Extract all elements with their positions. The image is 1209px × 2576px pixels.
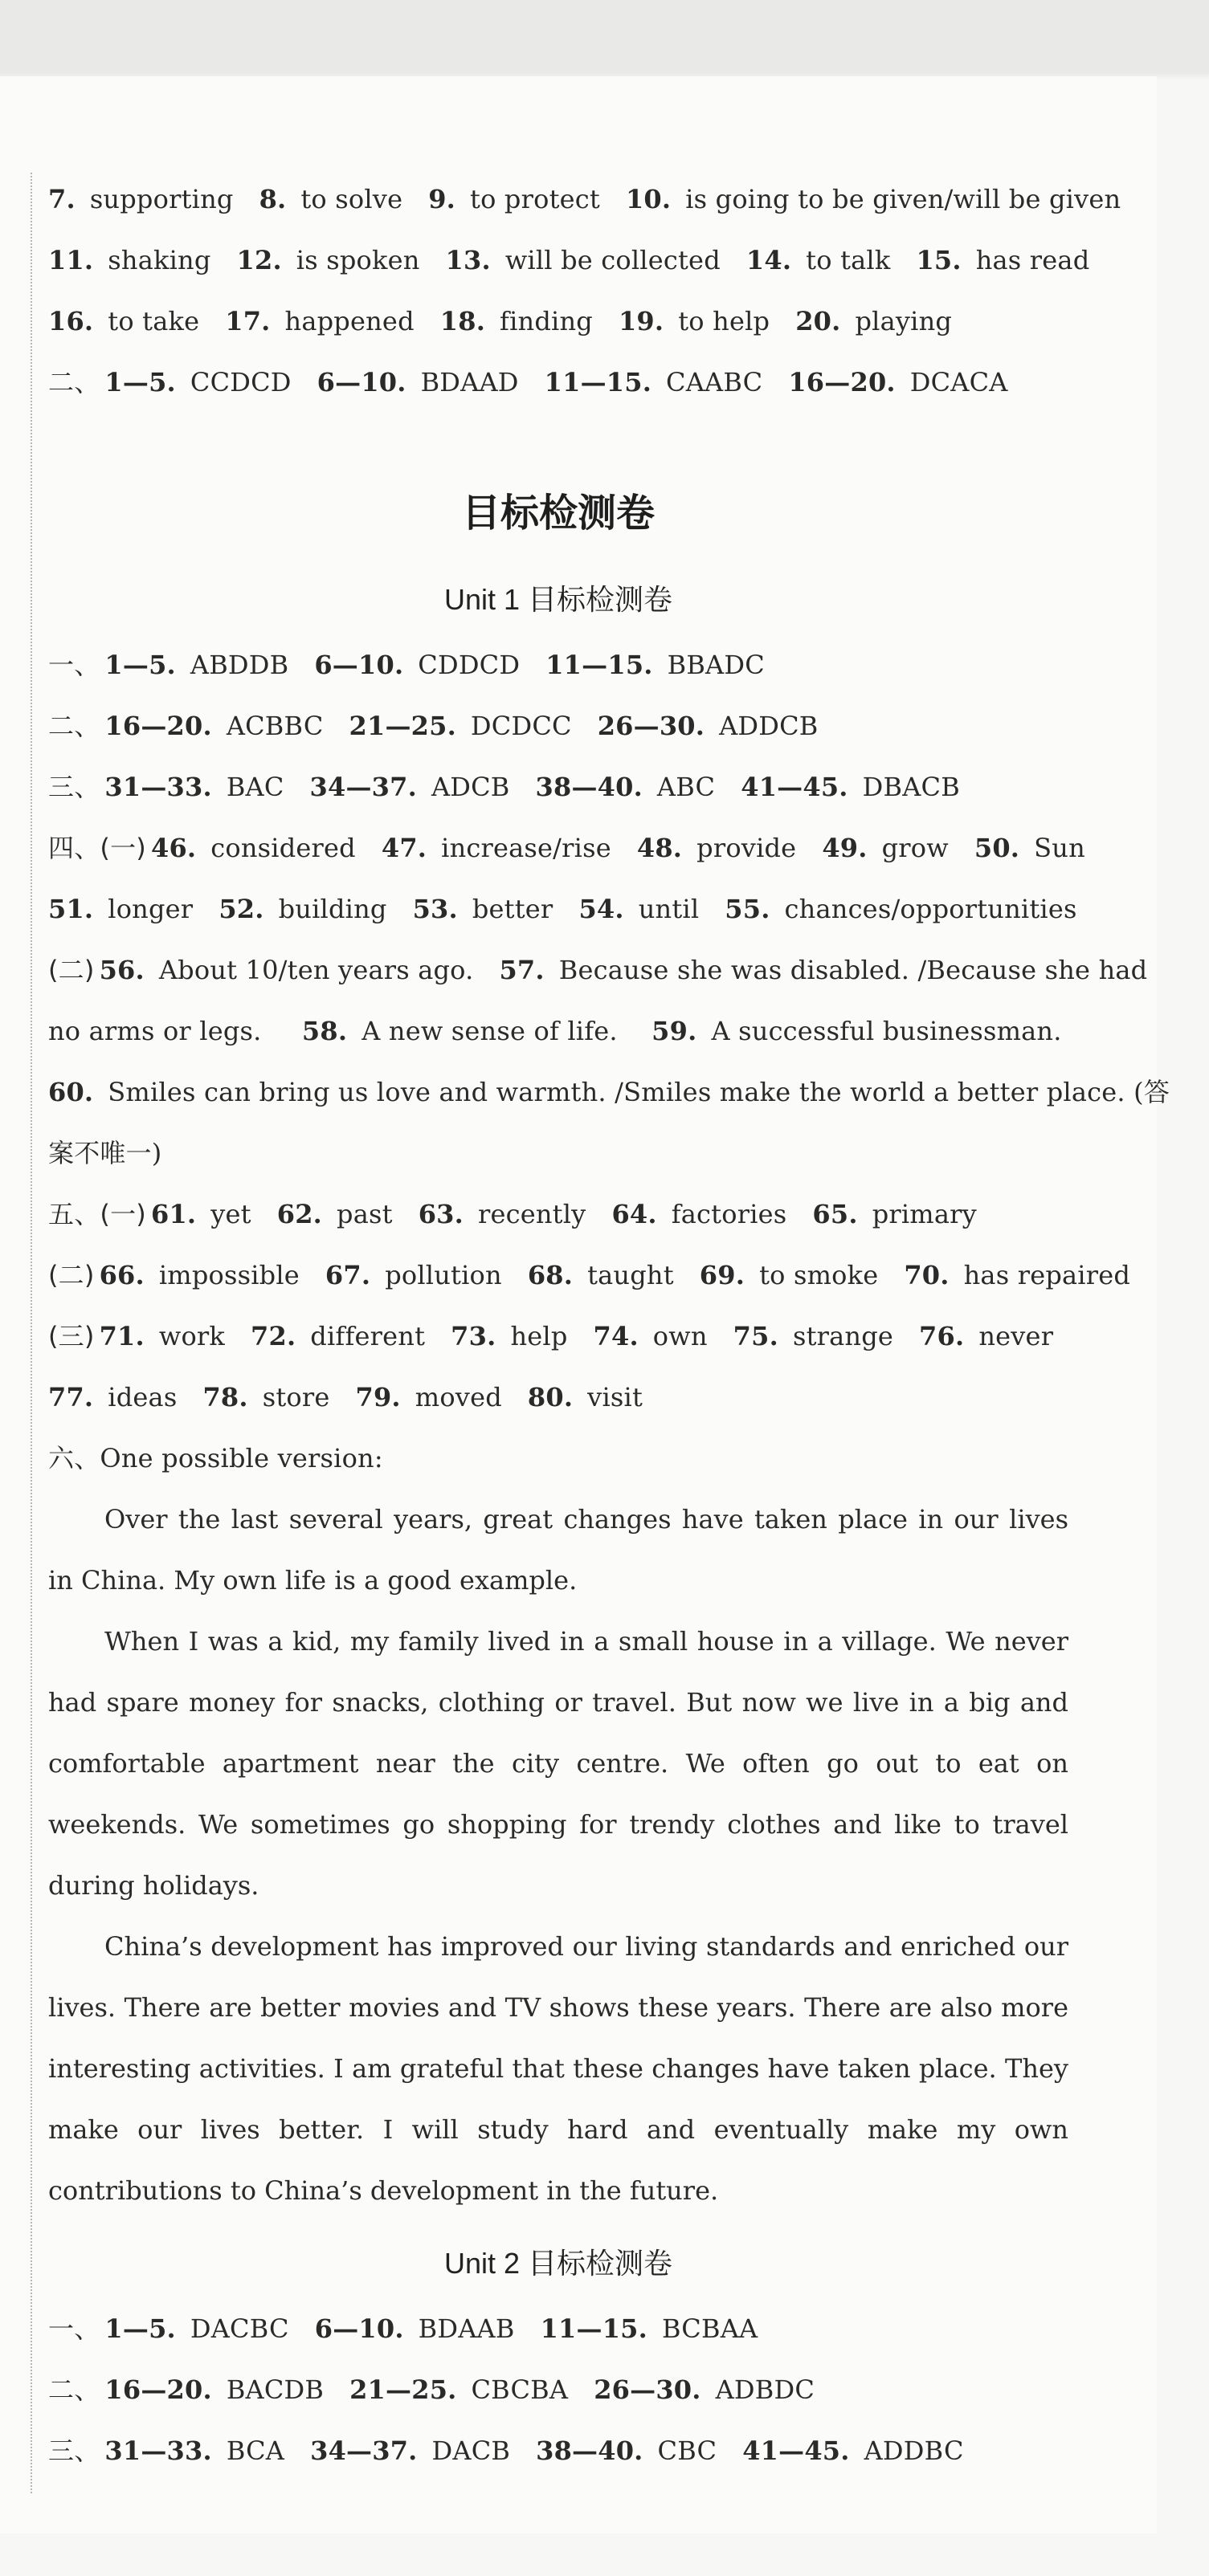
- answer-text: building: [278, 894, 387, 924]
- question-number: 16—20.: [104, 2374, 212, 2405]
- question-number: 16.: [48, 306, 94, 336]
- answer-item: [104, 2298, 288, 2359]
- answer-text: BACDB: [226, 2374, 325, 2405]
- question-number: 21—25.: [349, 2374, 457, 2405]
- answer-item: [598, 695, 819, 756]
- answer-text: shaking: [108, 245, 211, 275]
- answer-text: DACBC: [190, 2313, 289, 2344]
- answer-text: factories: [671, 1199, 787, 1229]
- question-number: 55.: [725, 894, 770, 924]
- answer-text: playing: [855, 306, 953, 336]
- answer-text: DCDCC: [470, 711, 572, 741]
- answer-item: [104, 2420, 284, 2481]
- answer-item: [545, 634, 765, 695]
- section-title: 目标检测卷: [461, 491, 655, 536]
- section-number: 一、: [48, 2313, 100, 2344]
- question-number: 62.: [276, 1199, 323, 1229]
- answer-item: [325, 1245, 502, 1306]
- question-number: 72.: [251, 1321, 296, 1351]
- essay-paragraph: When I was a kid, my family lived in a small house in a village. We never had spare money for snacks, clothing or travel. But now we live in a big and comfortable apartment near the city centre. We often go out to eat on weekends. We sometimes go shopping for trendy clothes and like to travel during holidays.: [48, 1626, 1068, 1901]
- answer-text: impossible: [158, 1260, 300, 1290]
- question-number: 26—30.: [597, 711, 705, 741]
- answer-item: [419, 1184, 586, 1245]
- answer-line: [48, 1062, 1170, 1123]
- answer-item: [536, 756, 716, 817]
- answer-text: different: [310, 1321, 426, 1351]
- answer-item: [48, 230, 211, 291]
- question-number: 10.: [625, 184, 672, 214]
- question-number: 74.: [593, 1321, 639, 1351]
- answer-text: BDAAD: [420, 367, 519, 397]
- answer-text: CAABC: [666, 367, 763, 397]
- answer-item: [314, 634, 520, 695]
- answer-line: [48, 695, 1068, 756]
- answer-text: to talk: [806, 245, 891, 275]
- question-number: 15.: [916, 245, 962, 275]
- answer-text: ideas: [108, 1382, 178, 1412]
- answer-item: [528, 1367, 643, 1428]
- question-number: 61.: [150, 1199, 197, 1229]
- question-number: 11.: [48, 245, 94, 275]
- model-essay: [48, 1489, 1068, 2221]
- answer-text: chances/opportunities: [784, 894, 1077, 924]
- answer-text: ADBDC: [715, 2374, 815, 2405]
- answer-text: ADDBC: [864, 2435, 964, 2466]
- question-number: 56.: [99, 955, 145, 985]
- question-number: 73.: [451, 1321, 496, 1351]
- answer-item: [310, 756, 510, 817]
- question-number: 41—45.: [741, 772, 848, 802]
- question-number: 6—10.: [314, 650, 404, 680]
- answer-text: store: [262, 1382, 330, 1412]
- question-number: 1—5.: [104, 650, 176, 680]
- section-number: 三、: [48, 2435, 100, 2466]
- section-number: 二、: [48, 711, 100, 741]
- answer-text: is going to be given/will be given: [685, 184, 1121, 214]
- question-number: 47.: [381, 833, 427, 863]
- answer-line: [48, 2298, 1068, 2359]
- answer-text: CDDCD: [418, 650, 521, 680]
- answer-item: [541, 2298, 758, 2359]
- question-number: 38—40.: [536, 2435, 643, 2466]
- answer-text: CBCBA: [471, 2374, 569, 2405]
- section-number: 二、: [48, 2374, 100, 2405]
- essay-label: 六、One possible version:: [48, 1443, 383, 1473]
- question-number: 19.: [618, 306, 664, 336]
- unit1-answers-2: [48, 1184, 1131, 1428]
- answer-item: [315, 2298, 515, 2359]
- question-number: 13.: [445, 245, 491, 275]
- answer-text: ADDCB: [719, 711, 819, 741]
- answer-item: [741, 756, 960, 817]
- unit2-answers: [48, 2298, 1068, 2481]
- question-number: 80.: [527, 1382, 574, 1412]
- answer-item: [104, 352, 291, 413]
- answer-item: [594, 1306, 708, 1367]
- answer-text: past: [337, 1199, 393, 1229]
- answer-item: [733, 1306, 893, 1367]
- answer-item: [100, 1306, 225, 1367]
- question-number: 12.: [236, 245, 282, 275]
- question-number: 65.: [812, 1199, 858, 1229]
- answer-item: [812, 1184, 977, 1245]
- answer-item: [499, 940, 1147, 1001]
- section-number: 一、: [48, 650, 100, 680]
- answer-item: [259, 169, 403, 230]
- answer-text: Because she was disabled. /Because she had: [558, 955, 1148, 985]
- answer-text: moved: [415, 1382, 502, 1412]
- question-number: 6—10.: [317, 367, 406, 397]
- answer-text: CCDCD: [190, 367, 292, 397]
- answer-text: to protect: [470, 184, 600, 214]
- essay-paragraph: China’s development has improved our living standards and enriched our lives. There are better movies and TV shows these years. There are also more interesting activities. I am grateful that these changes have taken place. They make our lives better. I will study hard and eventually make my own contributions to China’s development in the future.: [48, 1931, 1068, 2206]
- answer-text: ADCB: [431, 772, 510, 802]
- answer-text: increase/rise: [441, 833, 611, 863]
- question-number: 1—5.: [104, 2313, 176, 2344]
- answer-text: provide: [696, 833, 797, 863]
- question-number: 64.: [611, 1199, 657, 1229]
- question-number: 57.: [499, 955, 545, 985]
- section-number: 三、: [48, 772, 100, 802]
- question-number: 6—10.: [314, 2313, 404, 2344]
- question-number: 68.: [527, 1260, 574, 1290]
- answer-text: longer: [108, 894, 194, 924]
- answer-item: [48, 878, 193, 940]
- question-number: 11—15.: [544, 367, 652, 397]
- question-number: 18.: [439, 306, 486, 336]
- question-number: 11—15.: [540, 2313, 647, 2344]
- answer-text: until: [638, 894, 700, 924]
- answer-text: to help: [678, 306, 770, 336]
- answer-text: BDAAB: [418, 2313, 515, 2344]
- answer-text: has read: [975, 245, 1090, 275]
- answer-item: [578, 878, 699, 940]
- question-number: 9.: [428, 184, 456, 214]
- question-number: 46.: [150, 833, 197, 863]
- answer-text: yet: [210, 1199, 251, 1229]
- answer-text: taught: [587, 1260, 674, 1290]
- answer-item: [237, 230, 420, 291]
- answer-item: [104, 634, 288, 695]
- section-number: 四、(一): [48, 833, 146, 863]
- answer-item: [916, 230, 1089, 291]
- question-number: 16—20.: [788, 367, 896, 397]
- answer-item: [746, 230, 891, 291]
- answer-line: [48, 352, 1068, 413]
- answer-text: to smoke: [759, 1260, 879, 1290]
- answer-item: [310, 2420, 510, 2481]
- answer-text: grow: [881, 833, 949, 863]
- answer-text: is spoken: [296, 245, 420, 275]
- answer-item: [440, 291, 593, 352]
- answer-line: [48, 756, 1068, 817]
- answer-line: [48, 634, 1068, 695]
- answer-item: [104, 695, 323, 756]
- question-number: 70.: [904, 1260, 950, 1290]
- answer-item: [202, 1367, 329, 1428]
- answer-item: [725, 878, 1076, 940]
- answer-item: [446, 230, 721, 291]
- answer-item: [48, 169, 234, 230]
- answer-line: [48, 2359, 1068, 2420]
- answer-item: [536, 2420, 717, 2481]
- answer-item: [382, 817, 611, 878]
- answer-line: no arms or legs. 58. A new sense of life. 59. A successful businessman.: [48, 1001, 1068, 1062]
- answer-item: [219, 878, 386, 940]
- answer-line: [48, 291, 1068, 352]
- answer-text: better: [472, 894, 553, 924]
- section-number: (三): [48, 1321, 95, 1351]
- answer-text: Sun: [1034, 833, 1085, 863]
- answer-item: [611, 1184, 786, 1245]
- answer-text: ACBBC: [226, 711, 324, 741]
- answer-line: [48, 1306, 1068, 1367]
- question-number: 67.: [325, 1260, 371, 1290]
- question-number: 7.: [48, 184, 76, 214]
- answer-text: About 10/ten years ago.: [158, 955, 474, 985]
- question-number: 77.: [48, 1382, 94, 1412]
- answer-item: [104, 756, 284, 817]
- question-number: 53.: [412, 894, 458, 924]
- answer-item: [637, 817, 796, 878]
- answer-text: never: [978, 1321, 1054, 1351]
- question-number: 16—20.: [104, 711, 212, 741]
- content: [48, 169, 1170, 2481]
- answer-text: supporting: [89, 184, 234, 214]
- answer-item: [251, 1306, 425, 1367]
- answer-text: considered: [210, 833, 356, 863]
- answer-text: DACB: [431, 2435, 511, 2466]
- answer-text: work: [158, 1321, 226, 1351]
- answer-item: [626, 169, 1121, 230]
- answer-item: [822, 817, 949, 878]
- answer-item: [225, 291, 415, 352]
- answer-text: pollution: [385, 1260, 502, 1290]
- question-number: 71.: [99, 1321, 145, 1351]
- answer-text: happened: [284, 306, 415, 336]
- question-number: 78.: [202, 1382, 248, 1412]
- question-number: 41—45.: [742, 2435, 850, 2466]
- question-number: 54.: [578, 894, 624, 924]
- question-number: 31—33.: [104, 772, 212, 802]
- question-number: 26—30.: [594, 2374, 701, 2405]
- answer-item: [100, 1245, 300, 1306]
- answer-text: visit: [587, 1382, 643, 1412]
- answer-item: [349, 695, 572, 756]
- answer-item: [619, 291, 770, 352]
- answer-line: [48, 1245, 1131, 1306]
- answer-item: 58. A new sense of life.: [301, 1016, 618, 1046]
- answer-line: [48, 2420, 1068, 2481]
- question-number: 49.: [822, 833, 868, 863]
- question-number: 11—15.: [545, 650, 653, 680]
- answer-item: [594, 2359, 815, 2420]
- answer-text: to take: [108, 306, 200, 336]
- question-number: 31—33.: [104, 2435, 212, 2466]
- answer-text: DCACA: [909, 367, 1008, 397]
- top-answers: [48, 169, 1121, 413]
- section-number: (二): [48, 955, 95, 985]
- answer-text: BBADC: [667, 650, 765, 680]
- answer-item: [104, 2359, 324, 2420]
- question-number: 50.: [974, 833, 1020, 863]
- answer-item: [974, 817, 1085, 878]
- binding-margin-line: [31, 173, 32, 2493]
- answer-item: [277, 1184, 393, 1245]
- answer-item: [742, 2420, 963, 2481]
- essay-paragraph: Over the last several years, great changes have taken place in our lives in China. My own life is a good example.: [48, 1504, 1068, 1596]
- answer-text: recently: [477, 1199, 586, 1229]
- answer-text: own: [652, 1321, 708, 1351]
- question-number: 69.: [699, 1260, 745, 1290]
- question-number: 48.: [636, 833, 683, 863]
- answer-item: [349, 2359, 568, 2420]
- question-number: 66.: [99, 1260, 145, 1290]
- answer-line: [48, 169, 1121, 230]
- answer-text: has repaired: [963, 1260, 1131, 1290]
- unit1-title: Unit 1 目标检测卷: [443, 583, 673, 616]
- section-number: 二、: [48, 367, 100, 397]
- answer-text: BCA: [226, 2435, 285, 2466]
- question-number: 34—37.: [310, 2435, 418, 2466]
- answer-text: ABC: [656, 772, 716, 802]
- answer-line: [48, 1184, 1068, 1245]
- section-number: 五、(一): [48, 1199, 146, 1229]
- answer-text: BAC: [226, 772, 284, 802]
- answer-item: [788, 352, 1007, 413]
- answer-item: [919, 1306, 1053, 1367]
- section-number: (二): [48, 1260, 95, 1290]
- answer-text: will be collected: [504, 245, 721, 275]
- answer-item: [904, 1245, 1130, 1306]
- answer-text: help: [510, 1321, 568, 1351]
- question-number: 8.: [259, 184, 287, 214]
- answer-item: [48, 291, 199, 352]
- question-number: 1—5.: [104, 367, 176, 397]
- answer-item: [700, 1245, 879, 1306]
- question-number: 75.: [733, 1321, 778, 1351]
- question-number: 21—25.: [349, 711, 456, 741]
- answer-line: [48, 817, 1085, 878]
- answer-item: [545, 352, 763, 413]
- question-number: 52.: [219, 894, 264, 924]
- answer-item: 60. Smiles can bring us love and warmth. /Smiles make the world a better place. (答: [48, 1077, 1170, 1107]
- question-number: 76.: [919, 1321, 965, 1351]
- answer-line: [48, 878, 1077, 940]
- answer-item: [151, 1184, 251, 1245]
- question-number: 14.: [745, 245, 792, 275]
- question-number: 38—40.: [535, 772, 643, 802]
- answer-text: ABDDB: [190, 650, 289, 680]
- answer-item: [48, 1367, 177, 1428]
- answer-item: [413, 878, 553, 940]
- unit1-answers: [48, 634, 1148, 1001]
- answer-item: [356, 1367, 502, 1428]
- answer-text: BCBAA: [661, 2313, 758, 2344]
- question-number: 17.: [225, 306, 271, 336]
- answer-line: 案不唯一): [48, 1138, 162, 1168]
- answer-line: [48, 1367, 1068, 1428]
- answer-text: primary: [872, 1199, 977, 1229]
- answer-item: [528, 1245, 674, 1306]
- answer-item: 59. A successful businessman.: [651, 1016, 1062, 1046]
- answer-text: strange: [792, 1321, 894, 1351]
- answer-item: [795, 291, 952, 352]
- question-number: 51.: [48, 894, 94, 924]
- unit2-title: Unit 2 目标检测卷: [443, 2247, 673, 2280]
- answer-item: [100, 940, 474, 1001]
- question-number: 20.: [795, 306, 841, 336]
- answer-text: CBC: [657, 2435, 717, 2466]
- question-number: 63.: [418, 1199, 464, 1229]
- answer-item: [428, 169, 600, 230]
- answer-item: [151, 817, 356, 878]
- answer-line: [48, 940, 1148, 1001]
- answer-text: DBACB: [862, 772, 960, 802]
- question-number: 79.: [355, 1382, 401, 1412]
- answer-text: to solve: [300, 184, 403, 214]
- answer-text: finding: [500, 306, 593, 336]
- question-number: 34—37.: [309, 772, 417, 802]
- answer-item: [451, 1306, 567, 1367]
- answer-line: [48, 230, 1090, 291]
- answer-item: [317, 352, 519, 413]
